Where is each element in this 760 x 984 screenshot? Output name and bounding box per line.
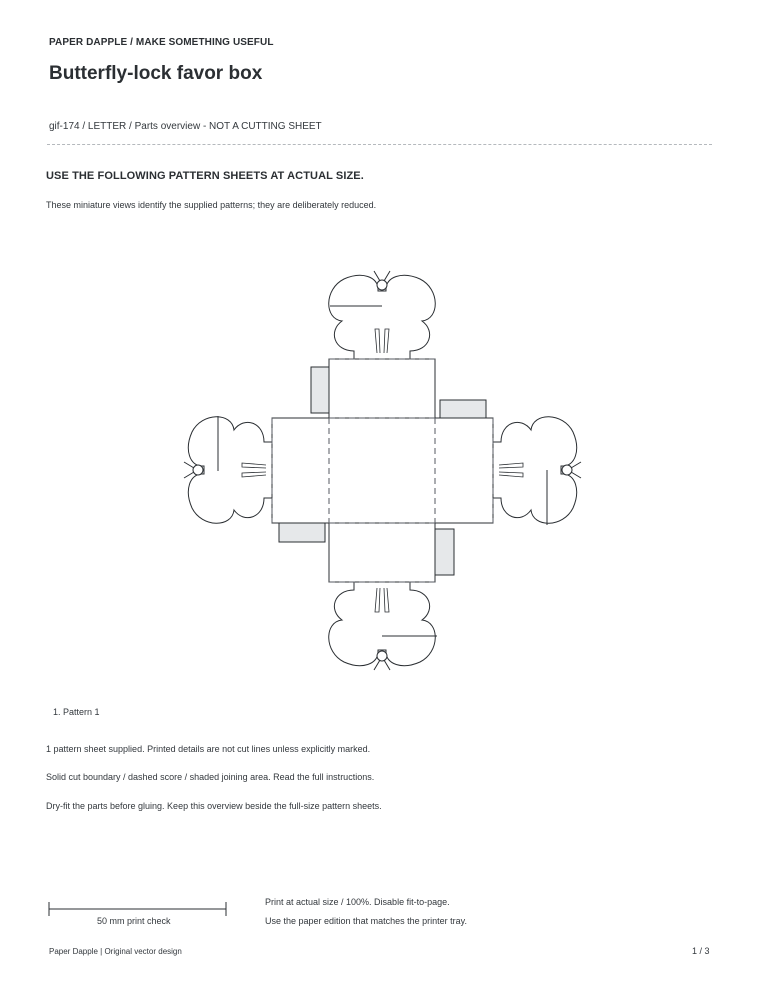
print-instruction: Print at actual size / 100%. Disable fit-to-page. — [265, 897, 450, 907]
note-line: Solid cut boundary / dashed score / shaded joining area. Read the full instructions. — [46, 772, 375, 782]
instructions-heading: USE THE FOLLOWING PATTERN SHEETS AT ACTUAL SIZE. — [46, 170, 364, 182]
paper-instruction: Use the paper edition that matches the printer tray. — [265, 916, 467, 926]
dashed-divider — [47, 144, 712, 145]
brand-header: PAPER DAPPLE / MAKE SOMETHING USEFUL — [49, 37, 274, 48]
note-line: 1 pattern sheet supplied. Printed details are not cut lines unless explicitly marked. — [46, 744, 371, 754]
instructions-subtext: These miniature views identify the supplied patterns; they are deliberately reduced. — [46, 200, 377, 210]
pattern-caption: 1. Pattern 1 — [53, 707, 100, 717]
scale-bar-label: 50 mm print check — [97, 916, 171, 926]
document-meta: gif-174 / LETTER / Parts overview - NOT A CUTTING SHEET — [49, 121, 322, 132]
page-number: 1 / 3 — [692, 946, 710, 956]
footer-credit: Paper Dapple | Original vector design — [49, 947, 182, 956]
pattern-diagram — [170, 255, 590, 685]
note-line: Dry-fit the parts before gluing. Keep this overview beside the full-size pattern sheets. — [46, 801, 382, 811]
page-title: Butterfly-lock favor box — [49, 63, 263, 84]
